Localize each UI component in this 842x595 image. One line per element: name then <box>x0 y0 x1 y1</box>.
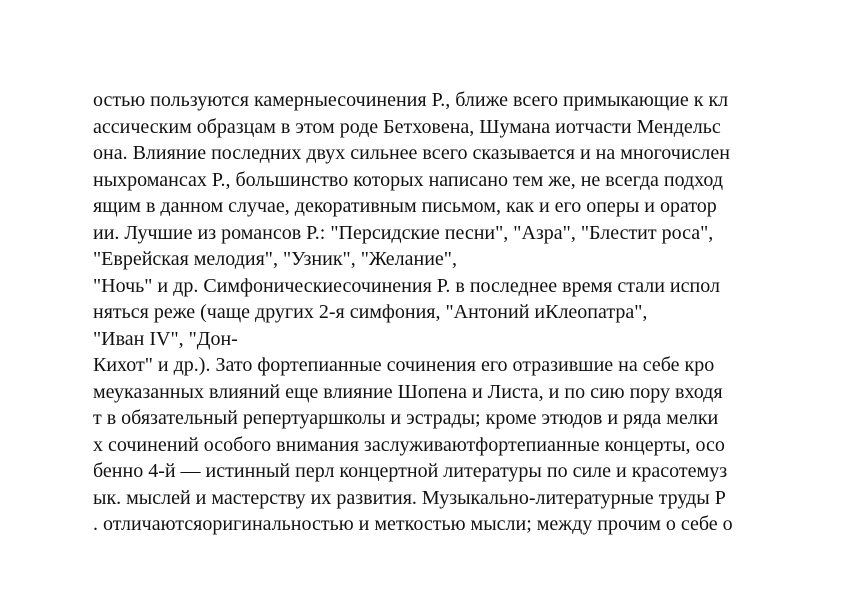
text-line: ассическим образцам в этом роде Бетховена, Шумана иотчасти Мендельс <box>93 115 721 138</box>
text-line: "Еврейская мелодия", "Узник", "Желание", <box>93 248 457 270</box>
body-text <box>93 87 813 538</box>
text-line: бенно 4-й — истинный перл концертной литературы по силе и красотемуз <box>93 460 728 482</box>
text-line: меуказанных влияний еще влияние Шопена и Листа, и по сию пору входя <box>93 380 723 403</box>
text-line: ык. мыслей и мастерству их развития. Музыкально-литературные труды Р <box>93 486 726 509</box>
text-line: . отличаютсяоригинальностью и меткостью мысли; между прочим о себе о <box>93 513 733 535</box>
text-line: ящим в данном случае, декоративным письмом, как и его оперы и оратор <box>93 195 717 217</box>
text-line: она. Влияние последних двух сильнее всего сказывается и на многочислен <box>93 142 730 164</box>
text-line: ныхромансах Р., большинство которых написано тем же, не всегда подход <box>93 168 724 191</box>
text-line: х сочинений особого внимания заслуживаютфортепианные концерты, осо <box>93 433 725 456</box>
text-line: т в обязательный репертуаршколы и эстрады; кроме этюдов и ряда мелки <box>93 407 719 429</box>
text-line: няться реже (чаще других 2-я симфония, "Антоний иКлеопатра", <box>93 301 648 323</box>
text-line: "Ночь" и др. Симфоническиесочинения Р. в последнее время стали испол <box>93 274 720 297</box>
text-line: остью пользуются камерныесочинения Р., ближе всего примыкающие к кл <box>93 89 729 111</box>
text-line: "Иван IV", "Дон- <box>93 327 238 350</box>
text-line: ии. Лучшие из романсов Р.: "Персидские песни", "Азра", "Блестит роса", <box>93 221 714 244</box>
text-line: Кихот" и др.). Зато фортепианные сочинения его отразившие на себе кро <box>93 354 715 376</box>
